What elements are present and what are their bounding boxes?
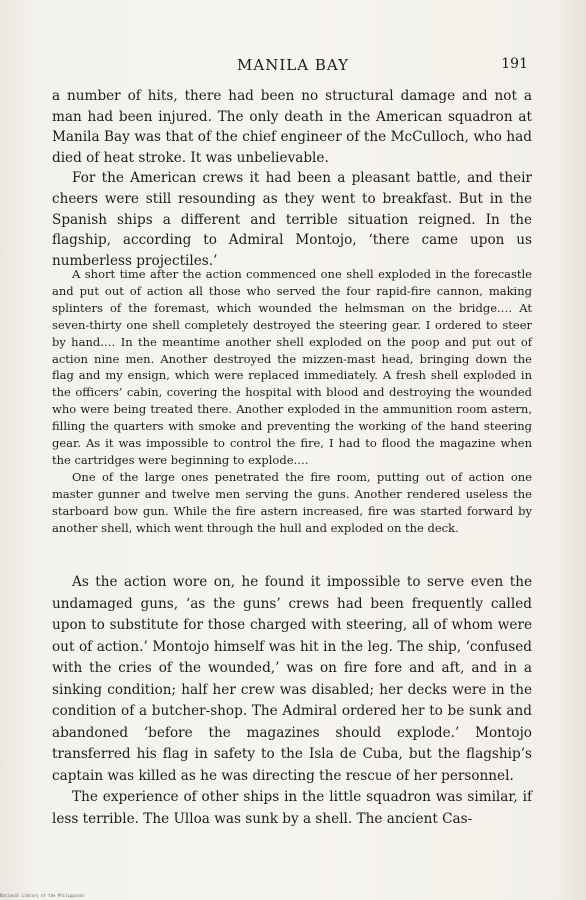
paragraph: The experience of other ships in the little squadron was similar, if less terrible. The Ulloa was sunk by a shell. The ancient Cas- <box>52 789 532 827</box>
running-title: MANILA BAY <box>237 56 349 74</box>
paragraph: As the action wore on, he found it impossible to serve even the undamaged guns, ‘as the guns’ crews had been frequently called upon to substitute for those charged with steering, all of whom were out of action.’ Montojo himself was hit in the leg. The ship, ‘confused with the cries of the wounded,’ was on fire fore and aft, and in a sinking condition; half her crew was disabled; her decks were in the condition of a butcher-shop. The Admiral ordered her to be sunk and abandoned ‘before the magazines should explode.’ Montojo transferred his flag in safety to the Isla de Cuba, but the flagship’s captain was killed as he was directing the rescue of her personnel. <box>52 574 532 784</box>
quote-paragraph: A short time after the action commenced one shell exploded in the forecastle and put out of action all those who served the four rapid-fire cannon, making splinters of the foremast, which wounded the helmsman on the bridge.… At seven-thirty one shell completely destroyed the steering gear. I ordered to steer by hand.… In the meantime another shell exploded on the poop and put out of action nine men. Another destroyed the mizzen-mast head, bringing down the flag and my ensign, which were replaced immediately. A fresh shell exploded in the officers’ cabin, covering the hospital with blood and destroying the wounded who were being treated there. Another exploded in the ammunition room astern, filling the quarters with smoke and preventing the working of the hand steering gear. As it was impossible to control the fire, I had to flood the magazine when the cartridges were beginning to explode.… <box>52 267 532 467</box>
quote-paragraph: One of the large ones penetrated the fire room, putting out of action one master gunner and twelve men serving the guns. Another rendered useless the starboard bow gun. While the fire astern increased, fire was started forward by another shell, which went through the hull and exploded on the deck. <box>52 469 532 535</box>
page-header <box>0 56 586 78</box>
closing-paragraphs <box>52 572 532 830</box>
paragraph: a number of hits, there had been no structural damage and not a man had been injured. The only death in the American squadron at Manila Bay was that of the chief engineer of the McCulloch, who had died of heat stroke. It was unbelievable. <box>52 88 532 166</box>
block-quotation <box>52 266 532 537</box>
opening-paragraphs <box>52 86 532 271</box>
paragraph: For the American crews it had been a pleasant battle, and their cheers were still resounding as they went to breakfast. But in the Spanish ships a different and terrible situation reigned. In the flagship, according to Admiral Montojo, ‘there came upon us numberless projectiles.’ <box>52 170 532 269</box>
page-number: 191 <box>501 56 528 72</box>
library-stamp: National Library of the Philippines <box>0 893 85 898</box>
